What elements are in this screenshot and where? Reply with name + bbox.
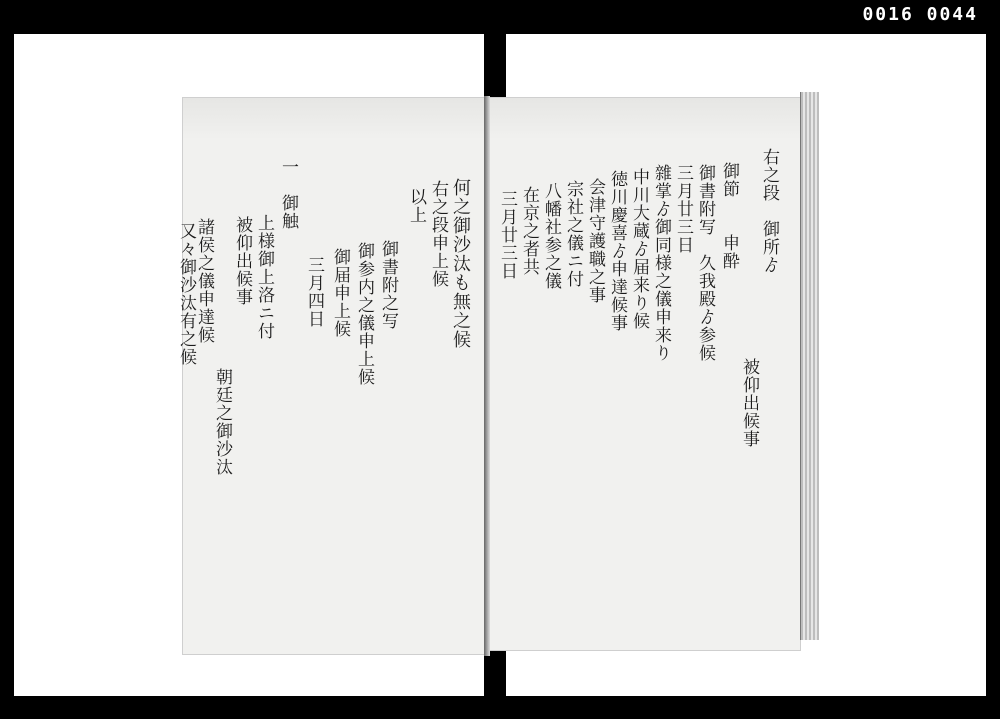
text-column: 以上 — [406, 188, 426, 224]
text-column: 何之御沙汰も無之候 — [450, 178, 471, 349]
text-column: 又々御沙汰有之候 — [176, 222, 196, 366]
book-gutter — [484, 96, 490, 656]
text-column: 被仰出候事 — [739, 358, 759, 448]
text-column: 在京之者共 — [519, 186, 539, 276]
text-column: 右之段 御所ゟ — [759, 148, 779, 274]
text-column: 三月廿三日 — [497, 190, 517, 280]
text-column: 諸侯之儀申達候 — [194, 218, 214, 344]
date-column: 三月廿三日 — [673, 164, 693, 254]
text-column: 徳川慶喜ゟ申達候事 — [607, 170, 627, 332]
text-column: 被仰出候事 — [232, 216, 252, 306]
page-top-band — [488, 98, 800, 140]
text-column: 朝廷之御沙汰 — [212, 368, 232, 476]
text-column: 一 御触 — [278, 158, 298, 230]
page-edges — [800, 92, 819, 640]
text-column: 中川大蔵ゟ届来り候 — [629, 168, 649, 330]
text-column: 会津守護職之事 — [585, 178, 605, 304]
left-page — [176, 98, 487, 654]
text-column: 宗社之儀ニ付 — [563, 180, 583, 288]
right-page — [488, 98, 800, 650]
text-column: 御節 申酔 — [719, 162, 739, 270]
date-column: 三月四日 — [304, 256, 324, 328]
text-column: 御参内之儀申上候 — [354, 242, 374, 386]
text-column: 御書附之写 — [378, 240, 398, 330]
page-top-band — [183, 98, 487, 140]
text-column: 上様御上洛ニ付 — [254, 214, 274, 340]
frame-number: 0016 0044 — [862, 4, 978, 25]
text-column: 御書附写 久我殿ゟ参候 — [695, 164, 715, 362]
text-column: 八幡社参之儀 — [541, 182, 561, 290]
text-column: 右之段申上候 — [428, 180, 448, 288]
text-column: 雜掌ゟ御同様之儀申来り — [651, 164, 671, 362]
text-column: 御届申上候 — [330, 248, 350, 338]
